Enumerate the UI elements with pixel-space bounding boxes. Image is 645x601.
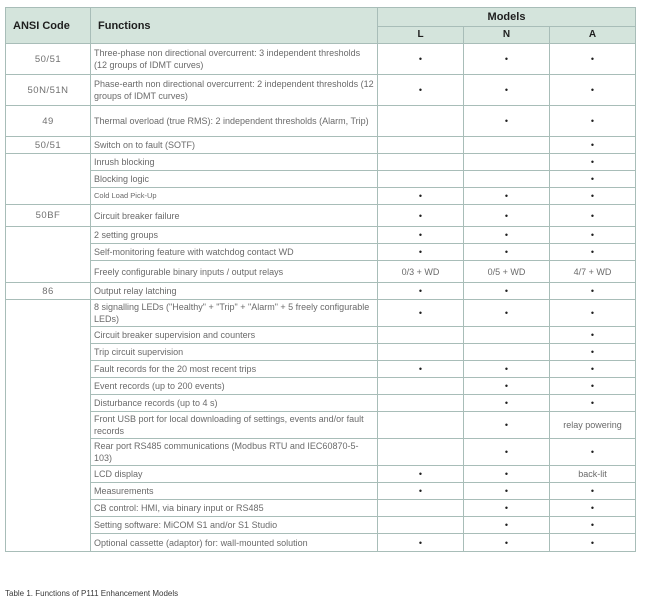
model-n-cell	[464, 327, 550, 344]
models-header: Models	[378, 8, 636, 27]
function-cell: Rear port RS485 communications (Modbus RTU and IEC60870-5-103)	[91, 439, 378, 466]
table-row	[6, 466, 636, 483]
function-cell: CB control: HMI, via binary input or RS485	[91, 500, 378, 517]
model-a-cell: 4/7 + WD	[550, 261, 636, 283]
table-row	[6, 344, 636, 361]
table-row	[6, 361, 636, 378]
model-n-cell: 0/5 + WD	[464, 261, 550, 283]
table-row	[6, 534, 636, 552]
table-row	[6, 171, 636, 188]
function-cell: Setting software: MiCOM S1 and/or S1 Studio	[91, 517, 378, 534]
table-row	[6, 244, 636, 261]
model-a-cell: •	[550, 344, 636, 361]
model-l-cell	[378, 327, 464, 344]
function-cell: Optional cassette (adaptor) for: wall-mounted solution	[91, 534, 378, 552]
ansi-code-cell: 50BF	[6, 205, 91, 227]
function-cell: Output relay latching	[91, 283, 378, 300]
function-cell: LCD display	[91, 466, 378, 483]
model-a-cell: •	[550, 137, 636, 154]
model-l-cell: •	[378, 188, 464, 205]
model-l-cell	[378, 344, 464, 361]
model-a-cell: •	[550, 75, 636, 106]
function-cell: 8 signalling LEDs ("Healthy" + "Trip" + "Alarm" + 5 freely configurable LEDs)	[91, 300, 378, 327]
table-row	[6, 137, 636, 154]
model-a-cell: •	[550, 395, 636, 412]
table-row	[6, 378, 636, 395]
model-n-cell	[464, 154, 550, 171]
model-a-cell: •	[550, 327, 636, 344]
model-l-cell	[378, 395, 464, 412]
table-row	[6, 44, 636, 75]
function-cell: Disturbance records (up to 4 s)	[91, 395, 378, 412]
ansi-code-cell	[6, 227, 91, 283]
table-body	[6, 44, 636, 552]
model-n-cell: •	[464, 439, 550, 466]
model-a-cell: •	[550, 154, 636, 171]
ansi-code-cell	[6, 300, 91, 552]
model-l-cell	[378, 412, 464, 439]
model-l-cell: •	[378, 483, 464, 500]
model-n-cell: •	[464, 75, 550, 106]
model-n-cell: •	[464, 361, 550, 378]
function-cell: Fault records for the 20 most recent trips	[91, 361, 378, 378]
model-l-cell: •	[378, 300, 464, 327]
function-cell: Three-phase non directional overcurrent: 3 independent thresholds (12 groups of IDMT curves)	[91, 44, 378, 75]
ansi-code-cell: 49	[6, 106, 91, 137]
model-l-cell	[378, 439, 464, 466]
model-n-cell: •	[464, 244, 550, 261]
table-caption: Table 1. Functions of P111 Enhancement Models	[5, 589, 179, 598]
model-a-cell: •	[550, 439, 636, 466]
model-n-cell: •	[464, 517, 550, 534]
function-cell: Inrush blocking	[91, 154, 378, 171]
model-n-cell: •	[464, 483, 550, 500]
model-n-cell: •	[464, 227, 550, 244]
model-a-cell: •	[550, 244, 636, 261]
table-header	[6, 8, 636, 44]
function-cell: Switch on to fault (SOTF)	[91, 137, 378, 154]
table-row	[6, 188, 636, 205]
model-l-cell: •	[378, 534, 464, 552]
table-row	[6, 517, 636, 534]
model-a-cell: •	[550, 283, 636, 300]
model-a-cell: •	[550, 300, 636, 327]
model-n-cell: •	[464, 106, 550, 137]
model-l-cell: 0/3 + WD	[378, 261, 464, 283]
model-a-cell: •	[550, 517, 636, 534]
function-cell: Event records (up to 200 events)	[91, 378, 378, 395]
model-l-cell: •	[378, 244, 464, 261]
model-l-cell: •	[378, 283, 464, 300]
table-row	[6, 261, 636, 283]
model-a-cell: •	[550, 361, 636, 378]
function-cell: Measurements	[91, 483, 378, 500]
model-l-cell	[378, 171, 464, 188]
model-a-cell: •	[550, 534, 636, 552]
model-n-cell: •	[464, 534, 550, 552]
function-cell: Blocking logic	[91, 171, 378, 188]
model-l-cell	[378, 137, 464, 154]
model-n-cell: •	[464, 378, 550, 395]
model-n-cell: •	[464, 395, 550, 412]
model-l-header: L	[378, 26, 464, 44]
ansi-code-cell: 50/51	[6, 137, 91, 154]
table-row	[6, 327, 636, 344]
ansi-code-cell: 86	[6, 283, 91, 300]
model-a-header: A	[550, 26, 636, 44]
ansi-code-header: ANSI Code	[6, 8, 91, 44]
model-l-cell: •	[378, 205, 464, 227]
model-l-cell	[378, 154, 464, 171]
model-n-cell: •	[464, 300, 550, 327]
table-row	[6, 483, 636, 500]
model-a-cell: •	[550, 106, 636, 137]
table-row	[6, 205, 636, 227]
function-cell: Cold Load Pick-Up	[91, 188, 378, 205]
function-cell: Self-monitoring feature with watchdog contact WD	[91, 244, 378, 261]
function-cell: Circuit breaker failure	[91, 205, 378, 227]
model-n-cell: •	[464, 283, 550, 300]
model-n-cell	[464, 171, 550, 188]
model-l-cell: •	[378, 361, 464, 378]
table-row	[6, 439, 636, 466]
table-row	[6, 395, 636, 412]
model-n-cell	[464, 344, 550, 361]
model-l-cell: •	[378, 227, 464, 244]
function-cell: Front USB port for local downloading of settings, events and/or fault records	[91, 412, 378, 439]
table-row	[6, 283, 636, 300]
model-l-cell	[378, 378, 464, 395]
table-row	[6, 500, 636, 517]
ansi-code-cell: 50N/51N	[6, 75, 91, 106]
model-n-cell: •	[464, 44, 550, 75]
model-a-cell: •	[550, 500, 636, 517]
model-n-cell: •	[464, 466, 550, 483]
table-row	[6, 412, 636, 439]
model-l-cell: •	[378, 466, 464, 483]
model-n-cell: •	[464, 500, 550, 517]
function-cell: 2 setting groups	[91, 227, 378, 244]
model-n-cell	[464, 137, 550, 154]
model-a-cell: •	[550, 188, 636, 205]
ansi-code-cell	[6, 154, 91, 205]
model-a-cell: back-lit	[550, 466, 636, 483]
functions-table	[5, 7, 636, 552]
table-row	[6, 154, 636, 171]
model-l-cell	[378, 517, 464, 534]
ansi-code-cell: 50/51	[6, 44, 91, 75]
table-row	[6, 300, 636, 327]
function-cell: Thermal overload (true RMS): 2 independent thresholds (Alarm, Trip)	[91, 106, 378, 137]
model-a-cell: •	[550, 483, 636, 500]
model-a-cell: •	[550, 205, 636, 227]
model-n-header: N	[464, 26, 550, 44]
model-n-cell: •	[464, 205, 550, 227]
model-a-cell: •	[550, 171, 636, 188]
function-cell: Phase-earth non directional overcurrent: 2 independent thresholds (12 groups of IDMT curves)	[91, 75, 378, 106]
model-a-cell: relay powering	[550, 412, 636, 439]
model-n-cell: •	[464, 412, 550, 439]
functions-header: Functions	[91, 8, 378, 44]
model-l-cell	[378, 106, 464, 137]
model-l-cell	[378, 500, 464, 517]
model-a-cell: •	[550, 378, 636, 395]
model-a-cell: •	[550, 227, 636, 244]
function-cell: Trip circuit supervision	[91, 344, 378, 361]
model-l-cell: •	[378, 75, 464, 106]
model-l-cell: •	[378, 44, 464, 75]
table-row	[6, 227, 636, 244]
function-cell: Freely configurable binary inputs / output relays	[91, 261, 378, 283]
model-n-cell: •	[464, 188, 550, 205]
model-a-cell: •	[550, 44, 636, 75]
function-cell: Circuit breaker supervision and counters	[91, 327, 378, 344]
table-row	[6, 106, 636, 137]
table-row	[6, 75, 636, 106]
